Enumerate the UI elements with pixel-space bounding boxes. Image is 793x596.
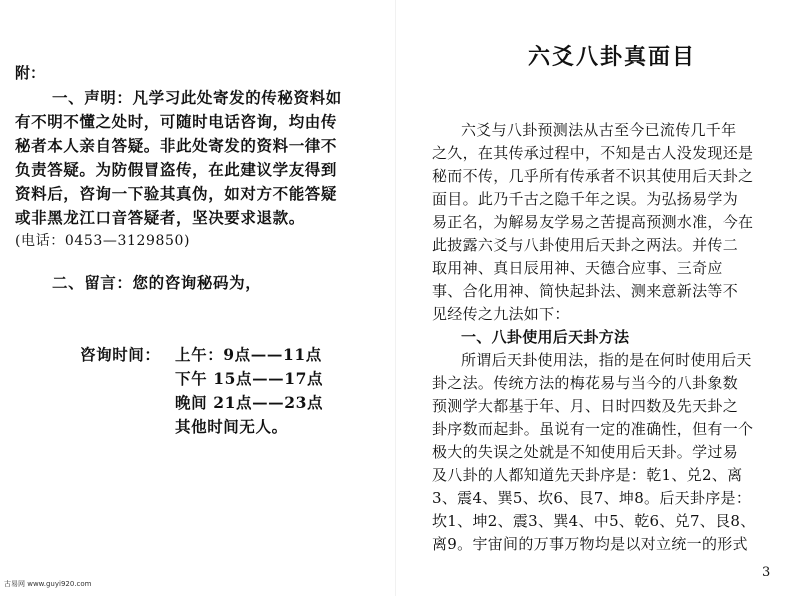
hours-morning: 上午：9点——11点 (175, 345, 322, 364)
footer-watermark: 古易网 www.guyi920.com (4, 580, 92, 588)
body-line: 卦序数而起卦。虽说有一定的准确性，但有一个 (432, 420, 754, 438)
statement-line: 有不明不懂之处时，可随时电话咨询，均由传 (15, 112, 338, 131)
hours-other: 其他时间无人。 (175, 417, 288, 436)
appendix-heading: 附： (15, 64, 46, 82)
page-fold (395, 0, 396, 596)
statement-line: 资料后，咨询一下验其真伪，如对方不能答疑 (15, 184, 338, 203)
body-line: 事、合化用神、简快起卦法、测来意新法等不 (432, 282, 739, 300)
body-line: 卦之法。传统方法的梅花易与当今的八卦象数 (432, 374, 739, 392)
statement-line: 或非黑龙江口音答疑者，坚决要求退款。 (15, 208, 305, 227)
hours-afternoon: 下午 15点——17点 (175, 369, 324, 388)
statement-line: 秘者本人亲自答疑。非此处寄发的资料一律不 (15, 136, 338, 155)
body-line: 坎1、坤2、震3、巽4、中5、乾6、兑7、艮8、 (432, 512, 756, 530)
body-line: 所谓后天卦使用法，指的是在何时使用后天 (461, 351, 752, 369)
page-title: 六爻八卦真面目 (528, 44, 697, 70)
body-line: 秘而不传，几乎所有传承者不识其使用后天卦之 (432, 167, 754, 185)
hours-label: 咨询时间： (80, 345, 161, 364)
body-line: 易正名，为解易友学易之苦提高预测水准，今在 (432, 213, 754, 231)
body-line: 取用神、真日辰用神、天德合应事、三奇应 (432, 259, 723, 277)
hours-evening: 晚间 21点——23点 (175, 393, 324, 412)
body-line: 之久，在其传承过程中，不知是古人没发现还是 (432, 144, 754, 162)
body-line: 3、震4、巽5、坎6、艮7、坤8。后天卦序是： (432, 489, 752, 507)
phone-number: (电话：0453—3129850) (15, 233, 191, 249)
message-line: 二、留言：您的咨询秘码为， (52, 273, 262, 292)
statement-line: 负责答疑。为防假冒盗传，在此建议学友得到 (15, 160, 338, 179)
statement-line: 一、声明：凡学习此处寄发的传秘资料如 (52, 88, 342, 107)
body-line: 此披露六爻与八卦使用后天卦之两法。并传二 (432, 236, 739, 254)
body-line: 离9。宇宙间的万事万物均是以对立统一的形式 (432, 535, 748, 553)
body-line: 及八卦的人都知道先天卦序是：乾1、兑2、离 (432, 466, 743, 484)
body-line: 见经传之九法如下： (432, 305, 570, 323)
section-heading: 一、八卦使用后天卦方法 (461, 328, 630, 346)
body-line: 极大的失误之处就是不知使用后天卦。学过易 (432, 443, 739, 461)
body-line: 六爻与八卦预测法从古至今已流传几千年 (461, 121, 737, 139)
body-line: 面目。此乃千古之隐千年之误。为弘扬易学为 (432, 190, 739, 208)
page-number: 3 (762, 565, 771, 580)
body-line: 预测学大都基于年、月、日时四数及先天卦之 (432, 397, 739, 415)
